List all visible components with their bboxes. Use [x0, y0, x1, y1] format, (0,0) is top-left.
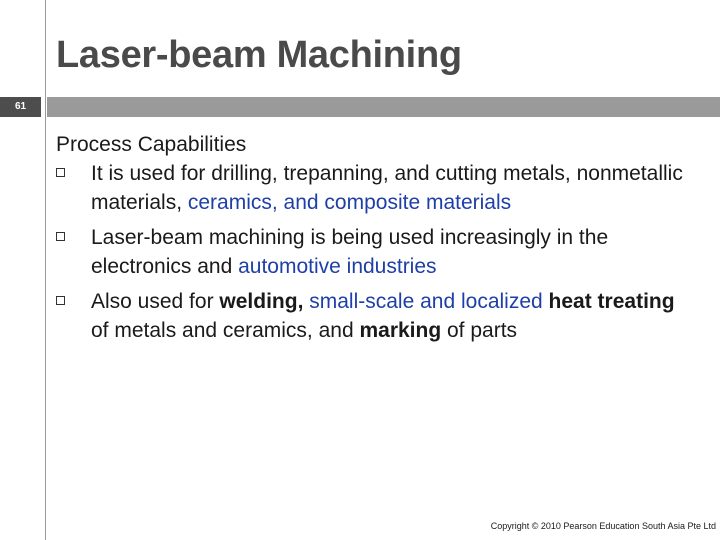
slide-number: 61 [0, 97, 41, 117]
section-heading: Process Capabilities [56, 133, 247, 156]
bullet-text-segment: heat treating [548, 290, 675, 313]
bullet-text-segment: automotive industries [238, 255, 437, 278]
bullet-text-segment: It is used for drilling, trepanning, and cutting metals, nonmetallic materials, [91, 162, 683, 214]
left-border-rule [45, 0, 46, 540]
bullet-text-segment: Also used for [91, 290, 220, 313]
hollow-square-icon [56, 296, 65, 305]
bullet-text-segment: welding, [219, 290, 304, 313]
bullet-item [56, 223, 696, 281]
hollow-square-icon [56, 232, 65, 241]
slide-content [56, 131, 696, 345]
bullet-item [56, 159, 696, 217]
copyright-notice: Copyright © 2010 Pearson Education South Asia Pte Ltd [490, 521, 716, 531]
header-bar [47, 97, 720, 117]
bullet-item [56, 287, 696, 345]
bullet-text-segment: ceramics, and composite materials [187, 191, 512, 214]
bullet-text-segment: small-scale and localized [309, 290, 543, 313]
bullet-text-segment: of parts [441, 319, 518, 342]
bullet-text-segment: of metals and ceramics, and [91, 319, 360, 342]
bullet-list [56, 159, 696, 345]
bullet-text-segment: marking [359, 319, 442, 342]
bullet-text-segment: Laser-beam machining is being used increasingly in the electronics and [91, 226, 609, 278]
slide-title: Laser-beam Machining [56, 34, 462, 76]
hollow-square-icon [56, 168, 65, 177]
